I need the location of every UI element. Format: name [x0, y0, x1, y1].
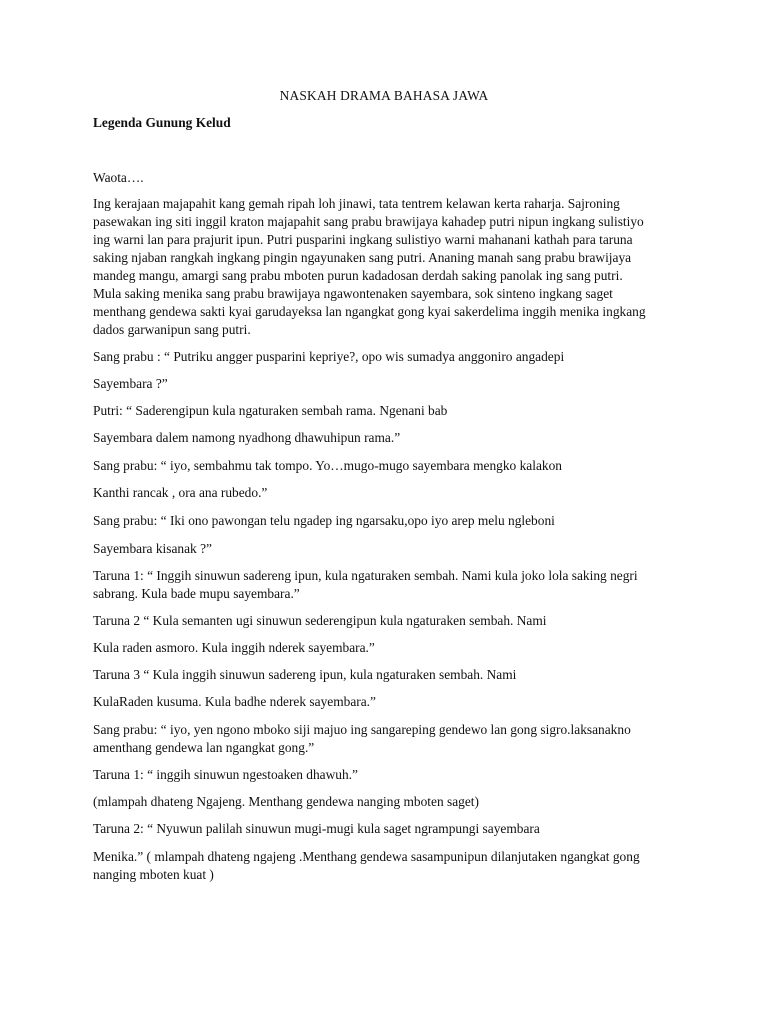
text-line: (mlampah dhateng Ngajeng. Menthang gendewa nanging mboten saget) — [93, 794, 479, 809]
text-line: Sang prabu: “ iyo, yen ngono mboko siji majuo ing sangareping gendewo lan gong sigro.laksanakno — [93, 722, 631, 737]
text-line: Kanthi rancak , ora ana rubedo.” — [93, 485, 268, 500]
text-line: nanging mboten kuat ) — [93, 867, 214, 882]
text-line: menthang gendewa sakti kyai garudayeksa lan ngangkat gong kyai sakerdelima inggih menika ingkang — [93, 304, 646, 319]
text-line: Taruna 2: “ Nyuwun palilah sinuwun mugi-mugi kula saget ngrampungi sayembara — [93, 821, 540, 836]
text-line: Sayembara kisanak ?” — [93, 541, 212, 556]
text-line: sabrang. Kula bade mupu sayembara.” — [93, 586, 300, 601]
text-line: Sang prabu: “ iyo, sembahmu tak tompo. Yo…mugo-mugo sayembara mengko kalakon — [93, 458, 562, 473]
text-line: Sayembara dalem namong nyadhong dhawuhipun rama.” — [93, 430, 401, 445]
text-line: Taruna 1: “ inggih sinuwun ngestoaken dhawuh.” — [93, 767, 358, 782]
text-line: Sang prabu : “ Putriku angger pusparini kepriye?, opo wis sumadya anggoniro angadepi — [93, 349, 565, 364]
text-line: dados garwanipun sang putri. — [93, 322, 251, 337]
text-line: amenthang gendewa lan ngangkat gong.” — [93, 740, 315, 755]
text-line: Ing kerajaan majapahit kang gemah ripah loh jinawi, tata tentrem kelawan kerta raharja. Sajroning — [93, 196, 620, 211]
text-line: Mula saking menika sang prabu brawijaya ngawontenaken sayembara, sok sinteno ingkang saget — [93, 286, 613, 301]
text-line: pasewakan ing siti inggil kraton majapahit sang prabu brawijaya kahadep putri nipun ingkang sulistiyo — [93, 214, 644, 229]
text-line: Kula raden asmoro. Kula inggih nderek sayembara.” — [93, 640, 375, 655]
text-line: Menika.” ( mlampah dhateng ngajeng .Menthang gendewa sasampunipun dilanjutaken ngangkat gong — [93, 849, 640, 864]
document-title: NASKAH DRAMA BAHASA JAWA — [279, 88, 489, 103]
text-line: Taruna 3 “ Kula inggih sinuwun sadereng ipun, kula ngaturaken sembah. Nami — [93, 667, 517, 682]
text-line: Taruna 1: “ Inggih sinuwun sadereng ipun, kula ngaturaken sembah. Nami kula joko lola saking negri — [93, 568, 638, 583]
text-line: Taruna 2 “ Kula semanten ugi sinuwun sederengipun kula ngaturaken sembah. Nami — [93, 613, 547, 628]
text-line: Waota…. — [93, 170, 144, 185]
text-line: Sayembara ?” — [93, 376, 168, 391]
text-line: ing warni lan para prajurit ipun. Putri pusparini ingkang sulistiyo warni mahanani kathah para taruna — [93, 232, 633, 247]
text-line: saking njaban rangkah ingkang pingin ngayunaken sang putri. Ananing manah sang prabu brawijaya — [93, 250, 632, 265]
text-line: KulaRaden kusuma. Kula badhe nderek sayembara.” — [93, 694, 376, 709]
text-line: Putri: “ Saderengipun kula ngaturaken sembah rama. Ngenani bab — [93, 403, 448, 418]
text-line: mandeg mangu, amargi sang prabu mboten purun kadadosan derdah saking panolak ing sang putri. — [93, 268, 623, 283]
text-line: Sang prabu: “ Iki ono pawongan telu ngadep ing ngarsaku,opo iyo arep melu ngleboni — [93, 513, 555, 528]
document-subtitle: Legenda Gunung Kelud — [93, 115, 231, 130]
